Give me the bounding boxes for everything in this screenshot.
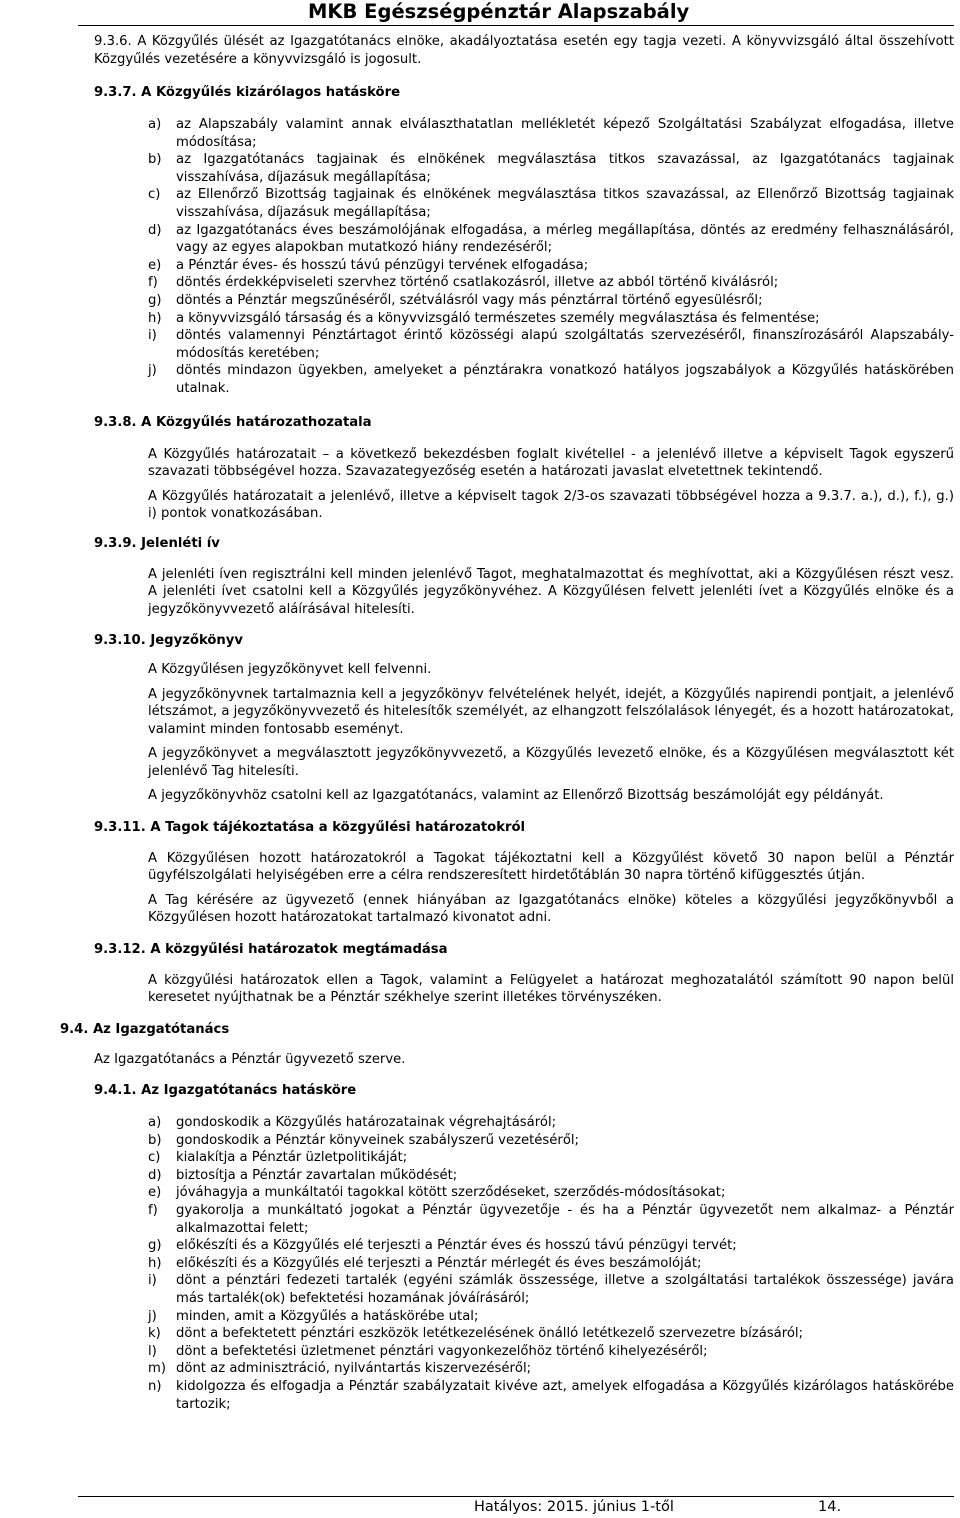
list-item-text: dönt a befektetési üzletmenet pénztári vagyonkezelőhöz történő kihelyezéséről; [176, 1343, 708, 1359]
list-item-label: h) [148, 1255, 162, 1271]
list-item-label: d) [148, 1167, 162, 1183]
list-item-text: gondoskodik a Közgyűlés határozatainak végrehajtásáról; [176, 1115, 557, 1130]
list-item-label: e) [148, 257, 162, 273]
section-9-3-10-paragraph: A jegyzőkönyvhöz csatolni kell az Igazgatótanács, valamint az Ellenőrző Bizottság beszámolóját egy példányát. [148, 788, 884, 803]
list-item [148, 1308, 954, 1326]
list-item [148, 1360, 954, 1378]
list-item-text: dönt az adminisztráció, nyilvántartás kiszervezéséről; [176, 1361, 532, 1377]
list-item-text: kidolgozza és elfogadja a Pénztár szabályzatait kivéve azt, amelyek elfogadása a Közgyűlés kizárólagos hatáskörébe tartozik; [176, 1378, 954, 1412]
footer-page-number: 14. [818, 1499, 842, 1515]
list-item-label: g) [148, 1238, 162, 1254]
section-9-4-heading: 9.4. Az Igazgatótanács [60, 1021, 230, 1037]
list-item-text: előkészíti és a Közgyűlés elé terjeszti a Pénztár éves és hosszú távú pénzügyi tervét; [176, 1238, 737, 1254]
section-9-3-12-heading: 9.3.12. A közgyűlési határozatok megtámadása [94, 941, 448, 957]
list-item [148, 1255, 954, 1273]
list-item-label: c) [148, 1150, 161, 1166]
list-item-label: j) [148, 363, 157, 379]
list-item-label: b) [148, 1132, 162, 1148]
list-item-label: g) [148, 292, 162, 308]
section-9-3-10-paragraph: A jegyzőkönyvet a megválasztott jegyzőkönyvvezető, a Közgyűlés levezető elnöke, és a Közgyűlésen megválasztott két jelenlévő Tag hitelesíti. [148, 746, 954, 779]
list-item [148, 222, 954, 257]
section-9-3-11-paragraph: A Tag kérésére az ügyvezető (ennek hiányában az Igazgatótanács elnöke) köteles a közgyűlési jegyzőkönyvből a Közgyűlésen hozott határozatokat tartalmazó kivonatot adni. [148, 892, 954, 925]
section-9-3-10-paragraph: A jegyzőkönyvnek tartalmaznia kell a jegyzőkönyv felvételének helyét, idejét, a Közgyűlés napirendi pontjait, a jelenlévő létszámot, a jegyzőkönyvvezető és hitelesítők személyét, az elhangzott felszólalások lényegét, és a hozott határozatokat, valamint minden fontosabb eseményt. [148, 686, 954, 737]
list-item-label: d) [148, 222, 162, 238]
list-item [148, 186, 954, 221]
list-item-text: döntés valamennyi Pénztártagot érintő közösségi alapú szolgáltatás szervezéséről, finanszírozásáról Alapszabály-módosítás keretében; [176, 328, 954, 361]
list-item-label: c) [148, 187, 161, 203]
list-item-text: jóváhagyja a munkáltatói tagokkal kötött szerződéseket, szerződés-módosításokat; [176, 1185, 726, 1201]
list-item-text: minden, amit a Közgyűlés a hatáskörébe utal; [176, 1308, 479, 1324]
header-divider [78, 25, 954, 26]
list-item-text: az Igazgatótanács éves beszámolójának elfogadása, a mérleg megállapítása, döntés az eredmény felhasználásáról, vagy az egyes alapokban mutatkozó hiány rendezéséről; [176, 222, 954, 256]
section-9-3-12-paragraph: A közgyűlési határozatok ellen a Tagok, valamint a Felügyelet a határozat meghozatalától számított 90 napon belül keresetet nyújthatnak be a Pénztár székhelye szerint illetékes törvényszéken. [148, 972, 954, 1005]
list-item-label: e) [148, 1185, 162, 1201]
list-item [148, 1149, 954, 1167]
list-item [148, 1114, 954, 1132]
list-item-label: k) [148, 1326, 161, 1342]
section-9-3-8-paragraph: A Közgyűlés határozatait – a következő bekezdésben foglalt kivétellel - a jelenlévő illetve a képviselt Tagok egyszerű szavazati többségével hozza. Szavazategyezőség esetén a határozati javaslat elvetettnek tekintendő. [148, 446, 954, 479]
list-item [148, 292, 954, 310]
section-9-3-8-paragraph: A Közgyűlés határozatait a jelenlévő, illetve a képviselt tagok 2/3-os szavazati többségével hozza a 9.3.7. a.), d.), f.), g.) i) pontok vonatkozásában. [148, 488, 954, 521]
section-9-3-6-text: 9.3.6. A Közgyűlés ülését az Igazgatótanács elnöke, akadályoztatása esetén egy tagja vezeti. A könyvvizsgáló által összehívott Közgyűlés vezetésére a könyvvizsgáló is jogosult. [94, 34, 954, 67]
document-body [60, 33, 954, 1413]
list-item-text: döntés a Pénztár megszűnéséről, szétválásról vagy más pénztárral történő egyesülésről; [176, 292, 763, 308]
section-9-3-9-heading: 9.3.9. Jelenléti ív [94, 535, 220, 551]
section-9-3-10-heading: 9.3.10. Jegyzőkönyv [94, 633, 244, 648]
list-item-label: m) [148, 1361, 166, 1377]
section-9-4-1-list [148, 1114, 954, 1413]
section-9-3-8-heading: 9.3.8. A Közgyűlés határozathozatala [94, 414, 372, 430]
list-item-text: az Ellenőrző Bizottság tagjainak és elnökének megválasztása titkos szavazással, az Ellenőrző Bizottság tagjainak visszahívása, díjazásuk megállapítása; [176, 187, 954, 220]
section-9-3-9-paragraph: A jelenléti íven regisztrálni kell minden jelenlévő Tagot, meghatalmazottat és meghívottat, aki a Közgyűlésen részt vesz. A jelenléti ívet csatolni kell a Közgyűlés jegyzőkönyvéhez. A Közgyűlésen felvett jelenléti ívet a Közgyűlés elnöke és a jegyzőkönyvvezető aláírásával hitelesíti. [148, 566, 954, 617]
list-item-label: b) [148, 152, 162, 168]
list-item-text: dönt a pénztári fedezeti tartalék (egyéni számlák összessége, illetve a szolgáltatási tartalékok összessége) javára más tartalék(ok) befektetési hozamának jóváírásáról; [176, 1273, 954, 1306]
list-item-text: előkészíti és a Közgyűlés elé terjeszti a Pénztár mérlegét és éves beszámolóját; [176, 1255, 702, 1271]
list-item-label: l) [148, 1343, 157, 1359]
list-item-text: dönt a befektetett pénztári eszközök letétkezelésének önálló letétkezelő szervezetre bízásáról; [176, 1326, 804, 1342]
list-item-label: j) [148, 1308, 157, 1324]
list-item-text: az Alapszabály valamint annak elválaszthatatlan mellékletét képező Szolgáltatási Szabályzat elfogadása, illetve módosítása; [176, 117, 954, 150]
section-9-3-11-heading: 9.3.11. A Tagok tájékoztatása a közgyűlési határozatokról [94, 819, 526, 835]
list-item [148, 274, 954, 292]
list-item-text: döntés mindazon ügyekben, amelyeket a pénztárakra vonatkozó hatályos jogszabályok a Közgyűlés hatáskörében utalnak. [176, 363, 954, 396]
list-item [148, 327, 954, 362]
list-item-text: kialakítja a Pénztár üzletpolitikáját; [176, 1150, 408, 1166]
section-9-3-7-list [148, 116, 954, 398]
list-item-text: a könyvvizsgáló társaság és a könyvvizsgáló természetes személy megválasztása és felmentése; [176, 310, 820, 326]
list-item-text: döntés érdekképviseleti szervhez történő csatlakozásról, illetve az abból történő kiválásról; [176, 275, 779, 291]
list-item [148, 257, 954, 275]
section-9-4-1-heading: 9.4.1. Az Igazgatótanács hatásköre [94, 1083, 357, 1098]
list-item-text: gyakorolja a munkáltató jogokat a Pénztár ügyvezetője - és ha a Pénztár ügyvezetőt nem alkalmaz- a Pénztár alkalmazottai felett; [176, 1202, 954, 1236]
list-item [148, 1132, 954, 1150]
footer-effective-date: Hatályos: 2015. június 1-től [474, 1499, 674, 1515]
list-item [148, 1378, 954, 1413]
section-9-3-10-paragraph: A Közgyűlésen jegyzőkönyvet kell felvenni. [148, 662, 432, 677]
list-item [148, 362, 954, 397]
list-item [148, 1272, 954, 1307]
list-item [148, 1202, 954, 1237]
list-item [148, 1343, 954, 1361]
list-item-label: h) [148, 310, 162, 326]
section-9-3-11-paragraph: A Közgyűlésen hozott határozatokról a Tagokat tájékoztatni kell a Közgyűlést követő 30 napon belül a Pénztár ügyfélszolgálati helyiségében erre a célra rendszeresített hirdetőtáblán 30 napra történő kifüggesztés útján. [148, 850, 954, 883]
list-item-text: gondoskodik a Pénztár könyveinek szabályszerű vezetéséről; [176, 1132, 579, 1148]
list-item [148, 1325, 954, 1343]
list-item-text: biztosítja a Pénztár zavartalan működését; [176, 1167, 458, 1183]
list-item [148, 151, 954, 186]
list-item [148, 310, 954, 328]
list-item-label: a) [148, 1115, 162, 1130]
section-9-3-7-heading: 9.3.7. A Közgyűlés kizárólagos hatásköre [94, 85, 401, 100]
page-header-title: MKB Egészségpénztár Alapszabály [308, 0, 690, 23]
list-item [148, 1167, 954, 1185]
section-9-4-paragraph: Az Igazgatótanács a Pénztár ügyvezető szerve. [94, 1051, 406, 1067]
list-item-label: n) [148, 1378, 162, 1394]
list-item [148, 1237, 954, 1255]
list-item-label: f) [148, 1202, 158, 1218]
list-item-label: i) [148, 1273, 157, 1289]
list-item-text: az Igazgatótanács tagjainak és elnökének megválasztása titkos szavazással, az Igazgatótanács tagjainak visszahívása, díjazásuk megállapítása; [176, 152, 954, 185]
list-item-text: a Pénztár éves- és hosszú távú pénzügyi tervének elfogadása; [176, 257, 589, 273]
list-item-label: f) [148, 275, 158, 291]
list-item [148, 1184, 954, 1202]
list-item [148, 116, 954, 151]
list-item-label: a) [148, 117, 162, 132]
list-item-label: i) [148, 328, 157, 344]
